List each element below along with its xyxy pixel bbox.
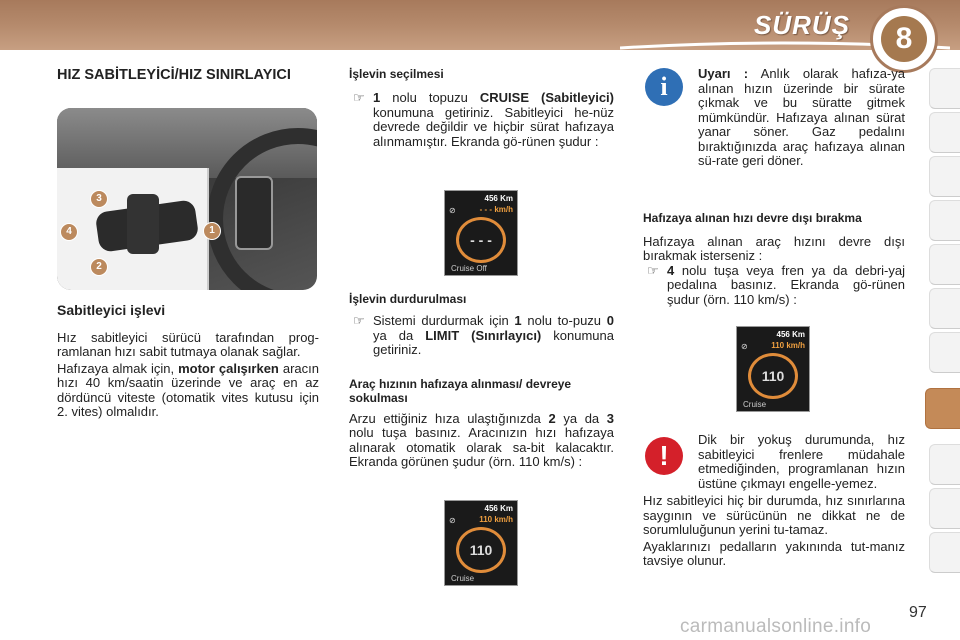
section-heading: HIZ SABİTLEYİCİ/HIZ SINIRLAYICI — [57, 67, 291, 83]
chapter-title: SÜRÜŞ — [753, 10, 850, 40]
bullet-icon: ☞ — [647, 262, 659, 278]
bold-text: Uyarı : — [698, 66, 749, 81]
subheading: Sabitleyici işlevi — [57, 302, 166, 318]
chapter-tab[interactable] — [929, 332, 960, 373]
chapter-tab[interactable] — [929, 244, 960, 285]
bold-text: 3 — [606, 410, 615, 426]
display-label: Cruise — [451, 574, 475, 583]
text: konumuna getiriniz. — [373, 327, 614, 357]
bold-text: 2 — [548, 410, 556, 426]
bold-text: LIMIT (Sınırlayıcı) — [425, 327, 542, 343]
column-2-mid — [349, 292, 614, 470]
cruise-icon: ⊘ — [741, 342, 748, 351]
bullet-item — [349, 314, 614, 358]
callout-3: 3 — [90, 190, 108, 208]
chapter-tab-active[interactable] — [925, 388, 960, 429]
cruise-icon: ⊘ — [449, 516, 456, 525]
odometer: 456 Km — [776, 330, 805, 339]
paragraph — [57, 362, 319, 420]
bullet-icon: ☞ — [353, 90, 365, 105]
bold-text: 0 — [606, 313, 614, 328]
warning-icon: ! — [645, 437, 683, 475]
display-cruise-off — [444, 190, 518, 276]
text: nolu to-puzu — [521, 313, 607, 328]
subheading: Araç hızının hafızaya alınması/ devreye sokulması — [349, 376, 572, 405]
cruise-knob — [127, 194, 159, 254]
chapter-tab[interactable] — [929, 444, 960, 485]
bold-text: 1 — [373, 90, 381, 105]
chapter-tabs — [926, 68, 960, 573]
bold-text: CRUISE (Sabitleyici) — [479, 90, 614, 105]
paragraph: Hız sabitleyici sürücü tarafından prog-ramlanan hızı sabit tutmaya olanak sağlar. — [57, 329, 319, 359]
odometer: 456 Km — [484, 194, 513, 203]
text: Hafızaya almak için, — [57, 360, 179, 376]
dial-value: 110 — [469, 542, 493, 558]
column-3-top — [643, 67, 905, 307]
info-icon: i — [645, 68, 683, 106]
stalk-zoom — [235, 176, 273, 250]
text: ya da — [373, 327, 426, 343]
text: Sistemi durdurmak için — [373, 313, 515, 328]
chapter-tab[interactable] — [929, 288, 960, 329]
text: nolu tuşa veya fren ya da debri-yaj pedalına basınız. Ekranda gö-rünen şudur (örn. 110 km/s) : — [667, 262, 905, 307]
bullet-item — [643, 264, 905, 308]
speed-readout: - - - km/h — [479, 205, 513, 214]
bold-text: motor çalışırken — [178, 360, 279, 376]
column-2-top — [349, 67, 614, 149]
paragraph — [349, 412, 614, 470]
odometer: 456 Km — [484, 504, 513, 513]
speed-readout: 110 km/h — [479, 515, 513, 524]
chapter-tab[interactable] — [929, 200, 960, 241]
subheading: Hafızaya alınan hızı devre dışı bırakma — [643, 210, 862, 225]
column-1-body — [57, 303, 319, 420]
chapter-number: 8 — [881, 16, 927, 62]
page-number: 97 — [909, 604, 927, 621]
speed-dial — [456, 217, 506, 263]
bullet-icon: ☞ — [353, 313, 365, 328]
text: Anlık olarak hafıza-ya alınan hızın üzerinde bir sürate çıkmak ve bu süratte gitmek mümkündür. Hafızaya alınan sürat yanar söner. Gaz pedalını bıraktığınızda araç hafızaya alınan sü-rate geri döner. — [698, 66, 905, 168]
chapter-badge — [870, 5, 938, 73]
speed-dial — [748, 353, 798, 399]
speed-dial — [456, 527, 506, 573]
dial-value: - - - — [470, 232, 492, 248]
dial-value: 110 — [761, 368, 785, 384]
bullet-item — [349, 91, 614, 149]
display-label: Cruise — [743, 400, 767, 409]
text: ya da — [555, 410, 607, 426]
callout-4: 4 — [60, 223, 78, 241]
column-1 — [57, 67, 317, 83]
warning-note: Dik bir yokuş durumunda, hız sabitleyici frenlere müdahale etmediğinden, programlanan hızın üstüne çıkmayı engelle-yemez. — [698, 432, 905, 491]
display-cruise-on — [444, 500, 518, 586]
display-cruise-suspended — [736, 326, 810, 412]
paragraph: Hafızaya alınan araç hızını devre dışı bırakmak isterseniz : — [643, 233, 905, 263]
watermark: carmanualsonline.info — [680, 616, 872, 637]
subheading: İşlevin durdurulması — [349, 292, 467, 306]
text: nolu tuşa basınız. Aracınızın hızı hafızaya alınarak otomatik olarak sa-bit kalacaktır. Ekranda görünen şudur (örn. 110 km/s) : — [349, 425, 614, 469]
cruise-icon: ⊘ — [449, 206, 456, 215]
subheading: İşlevin seçilmesi — [349, 67, 444, 81]
paragraph: Hız sabitleyici hiç bir durumda, hız sınırlarına saygının ve sürücünün ne dikkat ne de sorumluluğunun yerini tu-tamaz. — [643, 493, 905, 537]
paragraph: Ayaklarınızı pedalların yakınında tut-manız tavsiye olunur. — [643, 538, 905, 568]
chapter-tab[interactable] — [929, 488, 960, 529]
text: nolu topuzu — [380, 90, 480, 105]
info-note — [643, 67, 905, 169]
speed-readout: 110 km/h — [771, 341, 805, 350]
chapter-tab[interactable] — [929, 112, 960, 153]
text: konumuna getiriniz. Sabitleyici he-nüz devrede değildir ve hiçbir sürat hafızaya alınmamıştır. Ekranda gö-rünen şudur : — [373, 104, 614, 149]
column-3-bottom — [643, 433, 905, 569]
callout-2: 2 — [90, 258, 108, 276]
bold-text: 4 — [667, 262, 675, 278]
chapter-tab[interactable] — [929, 532, 960, 573]
text: aracın hızı 40 km/saatin üzerinde ve araç en az dördüncü viteste (otomatik vites kutusu için 2. vites) olmalıdır. — [57, 360, 319, 419]
chapter-tab[interactable] — [929, 68, 960, 109]
cruise-control-stalk-photo — [57, 108, 317, 290]
chapter-tab[interactable] — [929, 156, 960, 197]
text: Arzu ettiğiniz hıza ulaştığınızda — [349, 410, 549, 426]
bold-text: 1 — [514, 313, 522, 328]
callout-1: 1 — [203, 222, 221, 240]
display-label: Cruise Off — [451, 264, 487, 273]
